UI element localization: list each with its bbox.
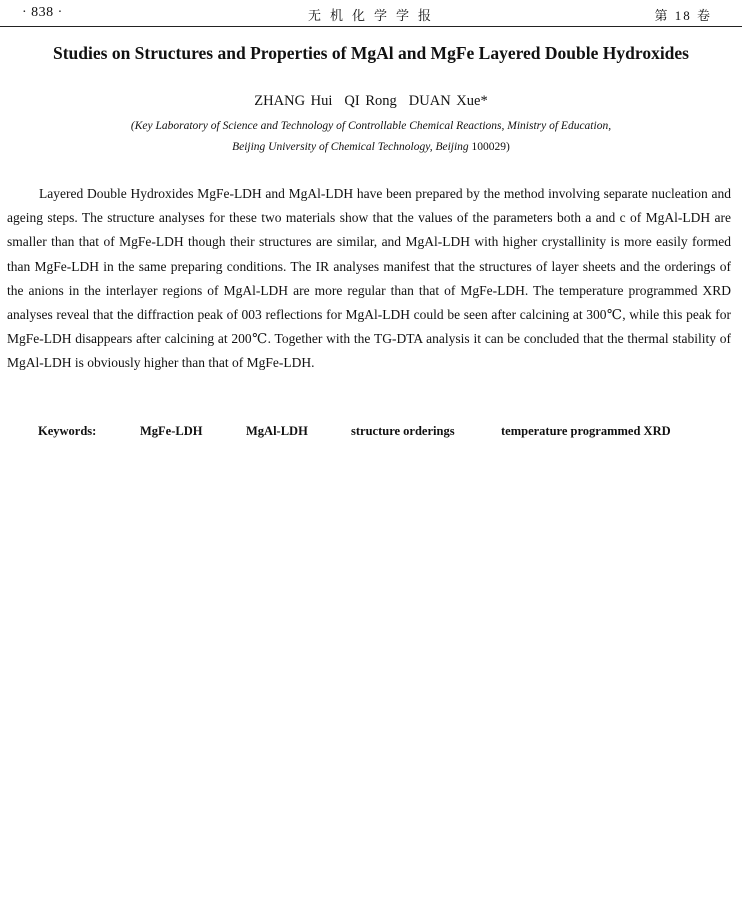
keyword-item: temperature programmed XRD <box>501 424 671 438</box>
author-list <box>0 93 742 110</box>
author-name: QI Rong <box>344 93 397 109</box>
affiliation-line-1: (Key Laboratory of Science and Technology of Controllable Chemical Reactions, Ministry of Education, <box>130 120 612 132</box>
paper-title: Studies on Structures and Properties of MgAl and MgFe Layered Double Hydroxides <box>52 43 689 63</box>
keyword-item: MgFe-LDH <box>140 424 203 438</box>
abstract-text: Layered Double Hydroxides MgFe-LDH and MgAl-LDH have been prepared by the method involving separate nucleation and ageing steps. The structure analyses for these two materials show that the values of the parameters both a and c of MgAl-LDH are smaller than that of MgFe-LDH though their structures are similar, and MgAl-LDH with higher crystallinity is more easily formed than MgFe-LDH in the same preparing conditions. The IR analyses manifest that the structures of layer sheets and the orderings of the anions in the interlayer regions of MgAl-LDH are more regular than that of MgFe-LDH. The temperature programmed XRD analyses reveal that the diffraction peak of 003 reflections for MgAl-LDH could be seen after calcining at 300℃, while this peak for MgFe-LDH disappears after calcining at 200℃. Together with the TG-DTA analysis it can be concluded that the thermal stability of MgAl-LDH is obviously higher than that of MgFe-LDH. <box>7 186 731 371</box>
volume-label: 第 18 卷 <box>654 8 712 23</box>
keyword-item: structure orderings <box>351 424 455 438</box>
author-name: DUAN Xue* <box>408 93 488 109</box>
affiliation-institution: Beijing University of Chemical Technology, Beijing <box>232 141 469 153</box>
author-name: ZHANG Hui <box>254 93 333 109</box>
page-number: · 838 · <box>22 5 63 20</box>
keyword-item: MgAl-LDH <box>246 424 308 438</box>
running-header <box>0 2 742 27</box>
affiliation-postcode: 100029) <box>468 141 510 153</box>
keywords-label: Keywords: <box>38 424 97 438</box>
affiliation-line-2 <box>0 141 742 153</box>
journal-name: 无机化学学报 <box>307 8 440 23</box>
